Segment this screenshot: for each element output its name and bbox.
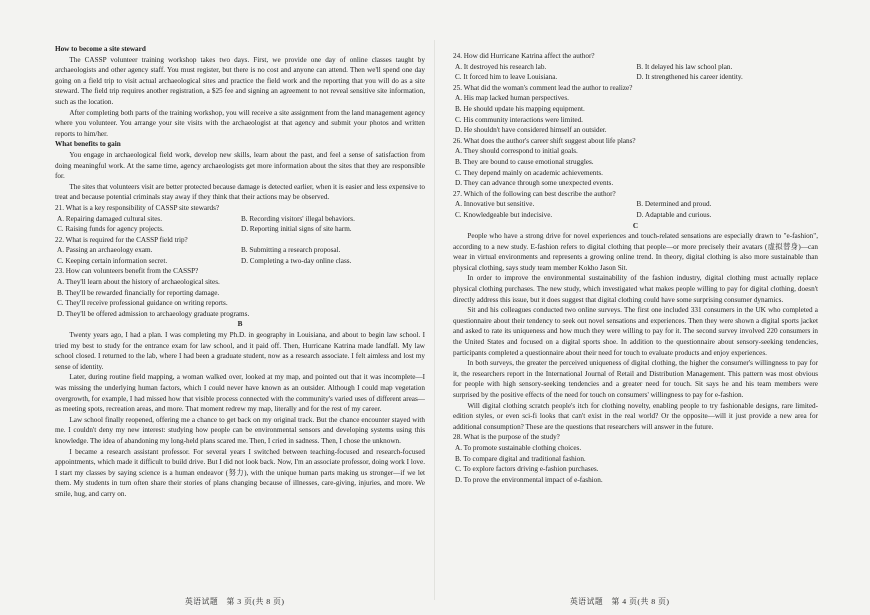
option: B. It delayed his law school plan. xyxy=(636,62,733,71)
option: A. Passing an archaeology exam. xyxy=(57,246,153,255)
option: A. To promote sustainable clothing choices. xyxy=(455,443,582,452)
option: A. It destroyed his research lab. xyxy=(455,62,547,71)
option-row xyxy=(55,214,425,225)
option: A. Repairing damaged cultural sites. xyxy=(57,214,162,223)
option-row xyxy=(453,62,818,73)
section-c-label: C xyxy=(632,221,639,230)
option: C. Keeping certain information secret. xyxy=(57,256,168,265)
option: C. To explore factors driving e-fashion purchases. xyxy=(455,465,599,474)
paragraph: Law school finally reopened, offering me a chance to get back on my original track. But the chance encounter stayed with me. I couldn't deny my new interest: studying how people can be environmental sensors and developing systems using this knowledge. The idea of abandoning my long-held plans scared me. Then, I cried in sadness. Then, I chose the unknown. xyxy=(55,415,425,445)
section-heading: What benefits to gain xyxy=(55,140,121,149)
question-25: 25. What did the woman's comment lead the author to realize? xyxy=(453,83,633,92)
option: A. They should correspond to initial goals. xyxy=(455,147,578,156)
paragraph: Twenty years ago, I had a plan. I was completing my Ph.D. in geography in Louisiana, and about to begin law school. I tried my best to study for the entrance exam for law school, and it paid off. Then, Hurricane Katrina made landfall. My law school closed. I returned to the lab, where I had been a graduate student, now as a research associate. I felt aimless and lost my sense of identity. xyxy=(55,331,425,371)
paragraph: In order to improve the environmental sustainability of the fashion industry, digital clothing must actually replace physical clothing purchases. The new study, which investigated what makes people willing to pay for digital clothing, doesn't directly address this issue, but it does suggest that digital clothing could have some surprising consumer dynamics. xyxy=(453,274,818,304)
option: D. It strengthened his career identity. xyxy=(636,73,743,82)
option: B. They are bound to cause emotional struggles. xyxy=(455,157,594,166)
option-row xyxy=(453,199,818,210)
option: C. They'll receive professional guidance on writing reports. xyxy=(57,299,228,308)
option: D. He shouldn't have considered himself an outsider. xyxy=(455,126,607,135)
paragraph: The CASSP volunteer training workshop takes two days. First, we provide one day of online classes taught by archaeologists and other agency staff. You must register, but there is no cost and anyone can attend. Then we'll spend one day going on a field trip to visit actual archaeological sites and practice the field work and the reporting that you will do as a site steward. The field trip requires another registration, a $25 fee and signing an agreement to not reveal sensitive site information, such as the location. xyxy=(55,55,425,106)
option: B. Determined and proud. xyxy=(636,200,712,209)
option: B. Submitting a research proposal. xyxy=(241,246,341,255)
option: C. They depend mainly on academic achievements. xyxy=(455,168,603,177)
option-row xyxy=(55,245,425,256)
option-row xyxy=(453,72,818,83)
option: B. They'll be rewarded financially for reporting damage. xyxy=(57,288,220,297)
section-heading: How to become a site steward xyxy=(55,45,146,53)
question-27: 27. Which of the following can best describe the author? xyxy=(453,189,616,198)
paragraph: Will digital clothing scratch people's itch for clothing novelty, enabling people to try fashionable designs, rare limited-edition styles, or even sci-fi looks that can't exist in the real world? Or the opposite—will it just provide a new area for additional consumption? These are the questions that researchers will answer in the future. xyxy=(453,401,818,431)
question-23: 23. How can volunteers benefit from the CASSP? xyxy=(55,267,199,276)
option: C. His community interactions were limited. xyxy=(455,115,583,124)
question-21: 21. What is a key responsibility of CASSP site stewards? xyxy=(55,203,220,212)
paragraph: After completing both parts of the training workshop, you will receive a site assignment from the land management agency where you volunteer. You arrange your site visits with the archaeologist at that agency and submit your photos and written reports to him/her. xyxy=(55,108,425,138)
option: D. They can advance through some unexpected events. xyxy=(455,179,614,188)
option: B. Recording visitors' illegal behaviors. xyxy=(241,214,355,223)
option: A. They'll learn about the history of archaeological sites. xyxy=(57,278,220,287)
paragraph: I became a research assistant professor. For several years I switched between teaching-focused and research-focused appointments, which made it difficult to build drive. But I did not look back. Now, I'm an associate professor, doing work I love. I start my classes by saying science is a human endeavor (努力), with the unique human parts making us stronger—if we let them. My students in turn often share their stories of plans changing because of illnesses, care-giving, injuries, and more. We smile, hug, and carry on. xyxy=(55,447,425,498)
option: B. He should update his mapping equipment. xyxy=(455,104,585,113)
section-b-label: B xyxy=(237,320,243,329)
option: A. Innovative but sensitive. xyxy=(455,200,535,209)
option: D. To prove the environmental impact of e-fashion. xyxy=(455,475,603,484)
option-row xyxy=(55,224,425,235)
option-row xyxy=(453,210,818,221)
paragraph: Later, during routine field mapping, a woman walked over, looked at my map, and pointed out that it was incomplete—I was missing the underlying human factors, which I could never have known as an outsider. Although I could map vegetation overgrowth, for example, I had missed how that visible process connected with the community's varied uses of different areas—as meeting spots, recreation areas, and more. That moment redrew my map, literally and for the rest of my career. xyxy=(55,373,425,414)
paragraph: People who have a strong drive for novel experiences and touch-related sensations are especially drawn to "e-fashion", according to a new study. E-fashion refers to digital clothing that people—or more precisely their avatars (虚拟替身)—can wear in virtual environments and represents a growing online trend. In theory, digital clothing is also more sustainable than physical clothing, says study team member Kokho Jason Sit. xyxy=(453,232,818,272)
option: C. Knowledgeable but indecisive. xyxy=(455,210,553,219)
paragraph: The sites that volunteers visit are better protected because damage is detected earlier, when it is easier and less expensive to treat and because potential criminals stay away if they think that their actions may be observed. xyxy=(55,182,425,202)
question-26: 26. What does the author's career shift suggest about life plans? xyxy=(453,136,636,145)
paragraph: Sit and his colleagues conducted two online surveys. The first one included 331 consumers in the UK who completed a questionnaire about their tendency to seek out novel sensations and experiences. Then they were shown a digital sports jacket and asked to rate its uniqueness and how much they were willing to pay for it. The second survey involved 220 consumers in the United States and focused on a digital sports shoe. In addition to the questionnaire about sensory-seeking tendencies, participants completed a questionnaire about their need for touch to evaluate products and enjoy experiences. xyxy=(453,306,818,357)
page-footer: 英语试题 第 4 页(共 8 页) xyxy=(570,597,670,606)
page-footer: 英语试题 第 3 页(共 8 页) xyxy=(185,597,285,606)
option-row xyxy=(55,256,425,267)
option: C. It forced him to leave Louisiana. xyxy=(455,73,558,82)
option: C. Raising funds for agency projects. xyxy=(57,225,164,234)
option: D. Adaptable and curious. xyxy=(636,210,712,219)
paragraph: In both surveys, the greater the perceived uniqueness of digital clothing, the higher the consumer's willingness to pay for it, the researchers report in the International Journal of Retail and Distribution Management. This pattern was most obvious for people with high sensory-seeking tendencies and a greater need for touch. Sit says he and his team members were surprised by the positive effects of the need for touch on consumers' willingness to pay for e-fashion. xyxy=(453,359,818,399)
option: D. They'll be offered admission to archaeology graduate programs. xyxy=(57,309,250,318)
option: D. Completing a two-day online class. xyxy=(241,256,352,265)
question-24: 24. How did Hurricane Katrina affect the author? xyxy=(453,52,595,60)
option: D. Reporting initial signs of site harm. xyxy=(241,225,352,234)
option: B. To compare digital and traditional fashion. xyxy=(455,454,586,463)
question-28: 28. What is the purpose of the study? xyxy=(453,433,560,442)
question-22: 22. What is required for the CASSP field trip? xyxy=(55,235,188,244)
paragraph: You engage in archaeological field work, develop new skills, learn about the past, and feel a sense of satisfaction from doing meaningful work. At the same time, agency archaeologists get more information about the sites that they are responsible for. xyxy=(55,150,425,181)
option: A. His map lacked human perspectives. xyxy=(455,94,569,103)
right-page xyxy=(435,0,870,615)
